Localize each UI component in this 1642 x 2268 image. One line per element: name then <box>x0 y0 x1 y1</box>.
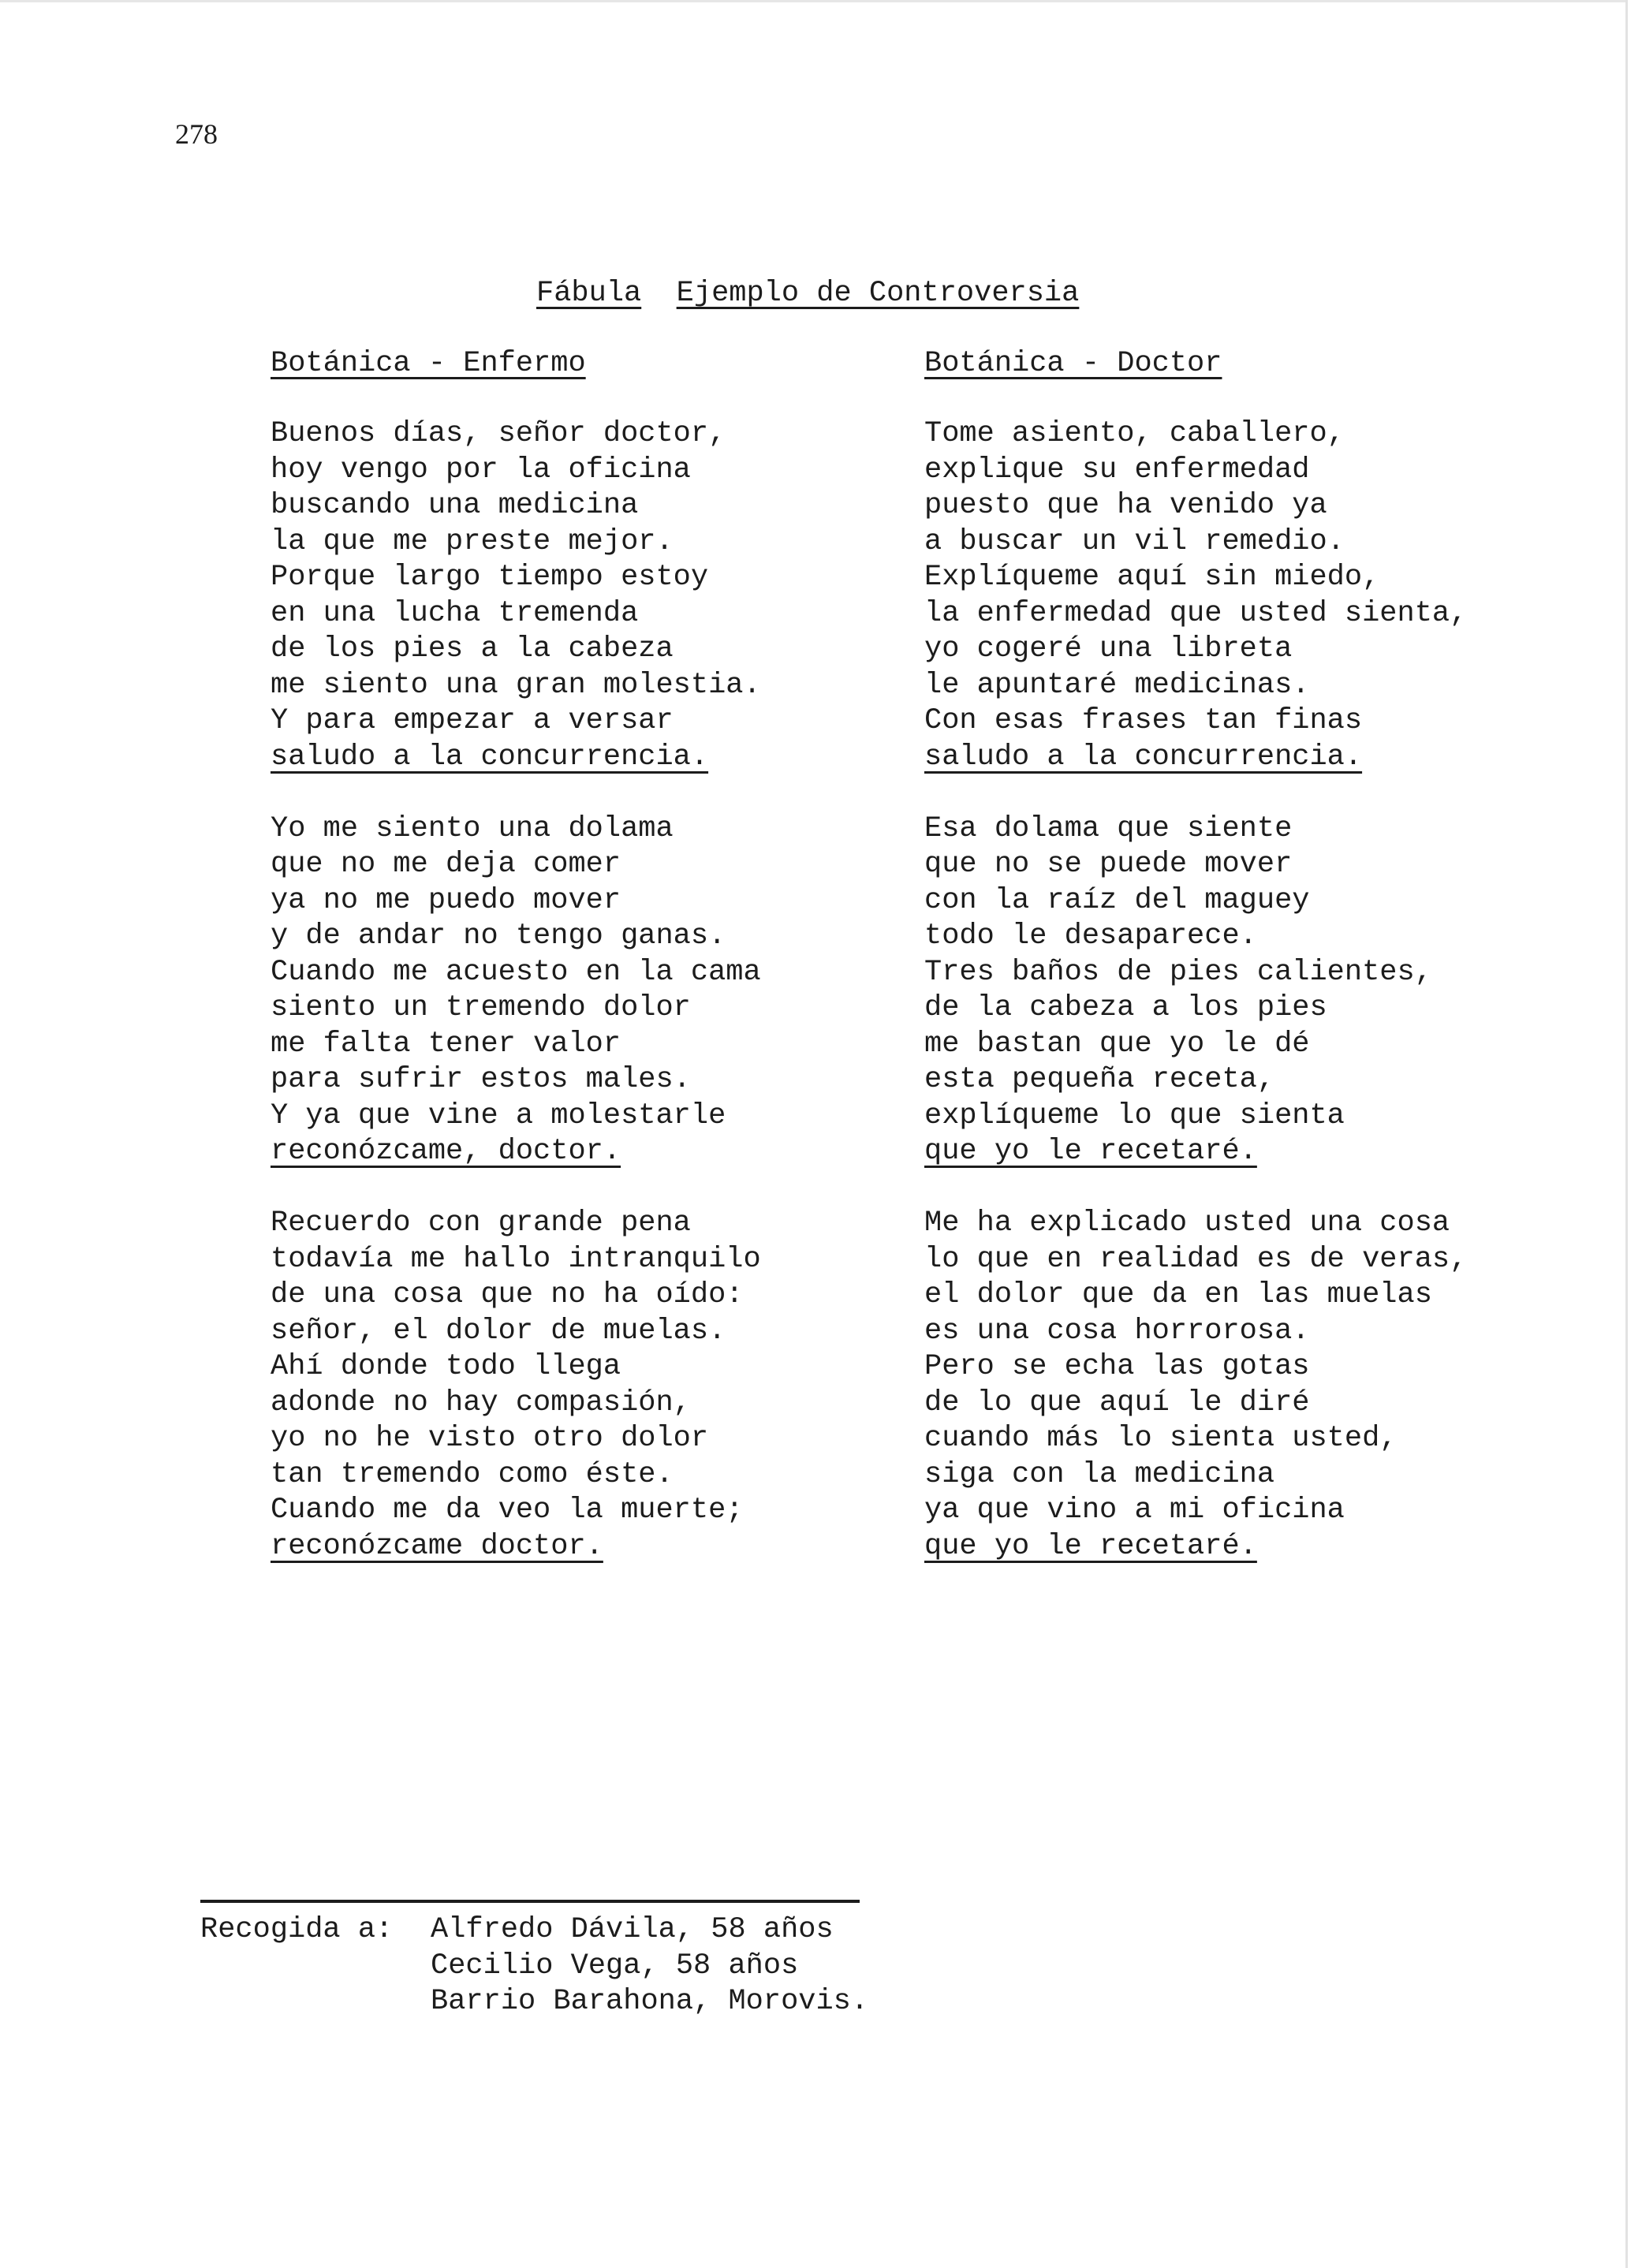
verse-line: a buscar un vil remedio. <box>924 524 1345 558</box>
verse-line: ya no me puedo mover <box>271 883 621 917</box>
verse-line: Tome asiento, caballero, <box>924 417 1345 450</box>
verse-line: Esa dolama que siente <box>924 811 1293 845</box>
scan-edge-top <box>0 0 1626 2</box>
verse-line: Yo me siento una dolama <box>271 811 674 845</box>
verse-line: que no me deja comer <box>271 848 621 881</box>
verse-line: Recuerdo con grande pena <box>271 1207 691 1240</box>
verse-line: Me ha explicado usted una cosa <box>924 1207 1450 1240</box>
verse-line: de la cabeza a los pies <box>924 991 1327 1024</box>
collected-sources <box>431 1912 920 2020</box>
page-number: 278 <box>175 118 218 150</box>
verse-line: lo que en realidad es de veras, <box>924 1242 1468 1276</box>
collected-label: Recogida a: <box>200 1913 394 1946</box>
title-part-fabula: Fábula <box>536 277 642 310</box>
stanza-doctor-3 <box>924 1206 1571 1565</box>
verse-line: para sufrir estos males. <box>271 1063 691 1096</box>
verse-line: hoy vengo por la oficina <box>271 453 691 487</box>
verse-line: esta pequeña receta, <box>924 1063 1275 1096</box>
verse-line: el dolor que da en las muelas <box>924 1278 1432 1311</box>
verse-line-refrain: saludo a la concurrencia. <box>924 740 1363 774</box>
verse-line: de los pies a la cabeza <box>271 632 674 666</box>
verse-line: le apuntaré medicinas. <box>924 668 1310 702</box>
verse-line: tan tremendo como éste. <box>271 1457 674 1491</box>
verse-line: en una lucha tremenda <box>271 596 639 630</box>
verse-line: de una cosa que no ha oído: <box>271 1278 744 1311</box>
verse-line: Explíqueme aquí sin miedo, <box>924 561 1380 594</box>
stanza-doctor-1 <box>924 416 1571 775</box>
stanza-doctor-2 <box>924 811 1571 1170</box>
verse-line-refrain: reconózcame doctor. <box>271 1529 603 1563</box>
verse-line: adonde no hay compasión, <box>271 1386 691 1419</box>
column-enfermo <box>271 345 917 1601</box>
verse-line: me bastan que yo le dé <box>924 1027 1310 1061</box>
footnote-rule <box>200 1900 860 1903</box>
verse-line-refrain: reconózcame, doctor. <box>271 1135 621 1168</box>
verse-line: explíqueme lo que sienta <box>924 1099 1345 1132</box>
column-heading-doctor: Botánica - Doctor <box>924 347 1222 380</box>
stanza-enfermo-1 <box>271 416 917 775</box>
page-title <box>536 274 1079 312</box>
verse-line: explique su enfermedad <box>924 453 1310 487</box>
verse-line: yo no he visto otro dolor <box>271 1422 709 1455</box>
title-part-ejemplo: Ejemplo de Controversia <box>676 277 1080 310</box>
verse-line: siento un tremendo dolor <box>271 991 691 1024</box>
verse-line: Y ya que vine a molestarle <box>271 1099 726 1132</box>
column-heading-enfermo: Botánica - Enfermo <box>271 347 586 380</box>
verse-line: yo cogeré una libreta <box>924 632 1293 666</box>
verse-line: me falta tener valor <box>271 1027 621 1061</box>
verse-line: puesto que ha venido ya <box>924 489 1327 522</box>
verse-line: la que me preste mejor. <box>271 524 674 558</box>
verse-line: todavía me hallo intranquilo <box>271 1242 761 1276</box>
verse-line-refrain: que yo le recetaré. <box>924 1529 1257 1563</box>
verse-line: Ahí donde todo llega <box>271 1350 621 1383</box>
verse-line: de lo que aquí le diré <box>924 1386 1310 1419</box>
source-line: Barrio Barahona, Morovis. <box>431 1985 869 2018</box>
source-line: Alfredo Dávila, 58 años <box>431 1913 834 1946</box>
verse-line: Cuando me da veo la muerte; <box>271 1494 744 1527</box>
verse-line: siga con la medicina <box>924 1457 1275 1491</box>
verse-line: es una cosa horrorosa. <box>924 1314 1310 1348</box>
verse-line: Buenos días, señor doctor, <box>271 417 726 450</box>
column-doctor <box>924 345 1571 1601</box>
verse-line: que no se puede mover <box>924 848 1293 881</box>
verse-line: ya que vino a mi oficina <box>924 1494 1345 1527</box>
source-line: Cecilio Vega, 58 años <box>431 1949 799 1983</box>
verse-line: Cuando me acuesto en la cama <box>271 955 761 989</box>
verse-line: cuando más lo sienta usted, <box>924 1422 1398 1455</box>
verse-line-refrain: que yo le recetaré. <box>924 1135 1257 1168</box>
verse-line: Porque largo tiempo estoy <box>271 561 709 594</box>
verse-line: la enfermedad que usted sienta, <box>924 596 1468 630</box>
verse-line: con la raíz del maguey <box>924 883 1310 917</box>
scan-edge-right <box>1625 0 1628 2268</box>
stanza-enfermo-2 <box>271 811 917 1170</box>
verse-line: todo le desaparece. <box>924 920 1257 953</box>
verse-line-refrain: saludo a la concurrencia. <box>271 740 709 774</box>
verse-line: me siento una gran molestia. <box>271 668 761 702</box>
verse-line: Pero se echa las gotas <box>924 1350 1310 1383</box>
verse-line: señor, el dolor de muelas. <box>271 1314 726 1348</box>
verse-line: y de andar no tengo ganas. <box>271 920 726 953</box>
stanza-enfermo-3 <box>271 1206 917 1565</box>
verse-line: Con esas frases tan finas <box>924 704 1363 737</box>
verse-line: Tres baños de pies calientes, <box>924 955 1432 989</box>
verse-line: buscando una medicina <box>271 489 639 522</box>
verse-line: Y para empezar a versar <box>271 704 674 737</box>
